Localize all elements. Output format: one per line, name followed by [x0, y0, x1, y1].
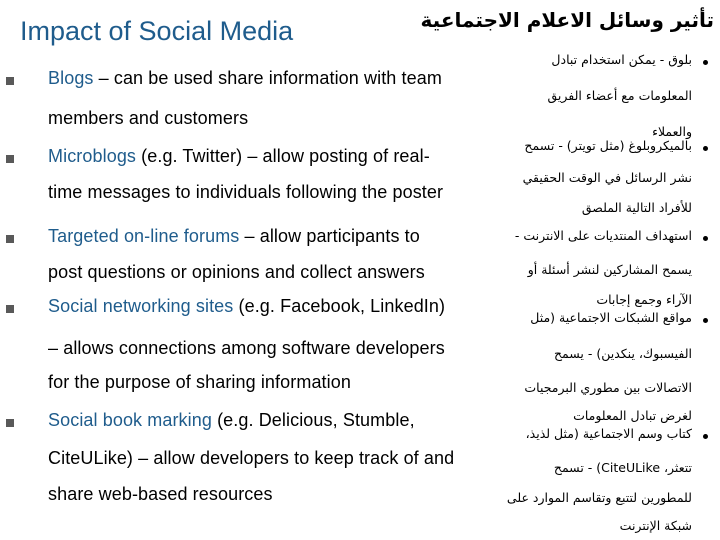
square-bullet-icon — [6, 305, 14, 313]
square-bullet-icon — [6, 235, 14, 243]
square-bullet-icon — [6, 155, 14, 163]
arabic-bullet-line: المعلومات مع أعضاء الفريق — [547, 88, 692, 103]
arabic-bullet-line: الفيسبوك، ينكدين) - يسمح — [553, 346, 692, 361]
english-bullet-line: post questions or opinions and collect answers — [48, 262, 425, 282]
arabic-bullet-line: كتاب وسم الاجتماعية (مثل لذيذ، — [525, 426, 692, 441]
arabic-bullet-line: استهداف المنتديات على الانترنت - — [514, 228, 692, 243]
bullet-lead-term: Targeted on-line forums — [48, 226, 240, 246]
arabic-bullet-line: يسمح المشاركين لنشر أسئلة أو — [527, 262, 692, 277]
arabic-bullet-line: للمطورين لتتبع وتقاسم الموارد على — [506, 490, 692, 505]
english-bullet-line — [48, 68, 442, 89]
bullet-description: – can be used share information with team — [93, 68, 442, 88]
round-bullet-icon — [703, 434, 708, 439]
english-bullet-line: members and customers — [48, 108, 249, 128]
arabic-bullet-line: شبكة الإنترنت — [619, 518, 692, 533]
arabic-bullet-line: نشر الرسائل في الوقت الحقيقي — [522, 170, 692, 185]
bullet-lead-term: Social book marking — [48, 410, 212, 430]
arabic-bullet-line: بلوق - يمكن استخدام تبادل — [551, 52, 692, 67]
slide-title-english: Impact of Social Media — [20, 16, 294, 46]
round-bullet-icon — [703, 60, 708, 65]
english-bullet-line — [48, 226, 420, 247]
arabic-bullet-line: بالميكروبلوغ (مثل تويتر) - تسمح — [524, 138, 692, 153]
english-bullet-line — [48, 146, 430, 167]
slide-title-arabic: تأثير وسائل الاعلام الاجتماعية — [420, 8, 714, 32]
arabic-bullet-line: الاتصالات بين مطوري البرمجيات — [524, 380, 692, 395]
arabic-bullet-line: تتعثر، CiteULike) - تسمح — [553, 460, 692, 475]
bullet-lead-term: Microblogs — [48, 146, 137, 166]
english-bullet-line: share web-based resources — [48, 484, 273, 504]
english-bullet-line — [48, 296, 445, 317]
bullet-description: (e.g. Twitter) – allow posting of real- — [136, 146, 430, 166]
english-bullet-line: CiteULike) – allow developers to keep track of and — [48, 448, 455, 468]
round-bullet-icon — [703, 146, 708, 151]
round-bullet-icon — [703, 318, 708, 323]
arabic-bullet-list — [458, 0, 708, 540]
arabic-bullet-line: مواقع الشبكات الاجتماعية (مثل — [530, 310, 692, 325]
bullet-description: – allow participants to — [239, 226, 420, 246]
english-bullet-line: for the purpose of sharing information — [48, 372, 351, 392]
square-bullet-icon — [6, 77, 14, 85]
bullet-lead-term: Blogs — [48, 68, 94, 88]
round-bullet-icon — [703, 236, 708, 241]
arabic-bullet-line: للأفراد التالية الملصق — [581, 200, 692, 215]
bullet-lead-term: Social networking sites — [48, 296, 234, 316]
english-bullet-line — [48, 410, 415, 431]
english-bullet-line: – allows connections among software developers — [48, 338, 445, 358]
bullet-description: (e.g. Delicious, Stumble, — [211, 410, 415, 430]
arabic-bullet-line: والعملاء — [652, 124, 692, 139]
english-bullet-line: time messages to individuals following the poster — [48, 182, 444, 202]
arabic-bullet-line: الآراء وجمع إجابات — [596, 292, 692, 307]
square-bullet-icon — [6, 419, 14, 427]
bullet-description: (e.g. Facebook, LinkedIn) — [233, 296, 446, 316]
arabic-bullet-line: لغرض تبادل المعلومات — [573, 408, 692, 423]
